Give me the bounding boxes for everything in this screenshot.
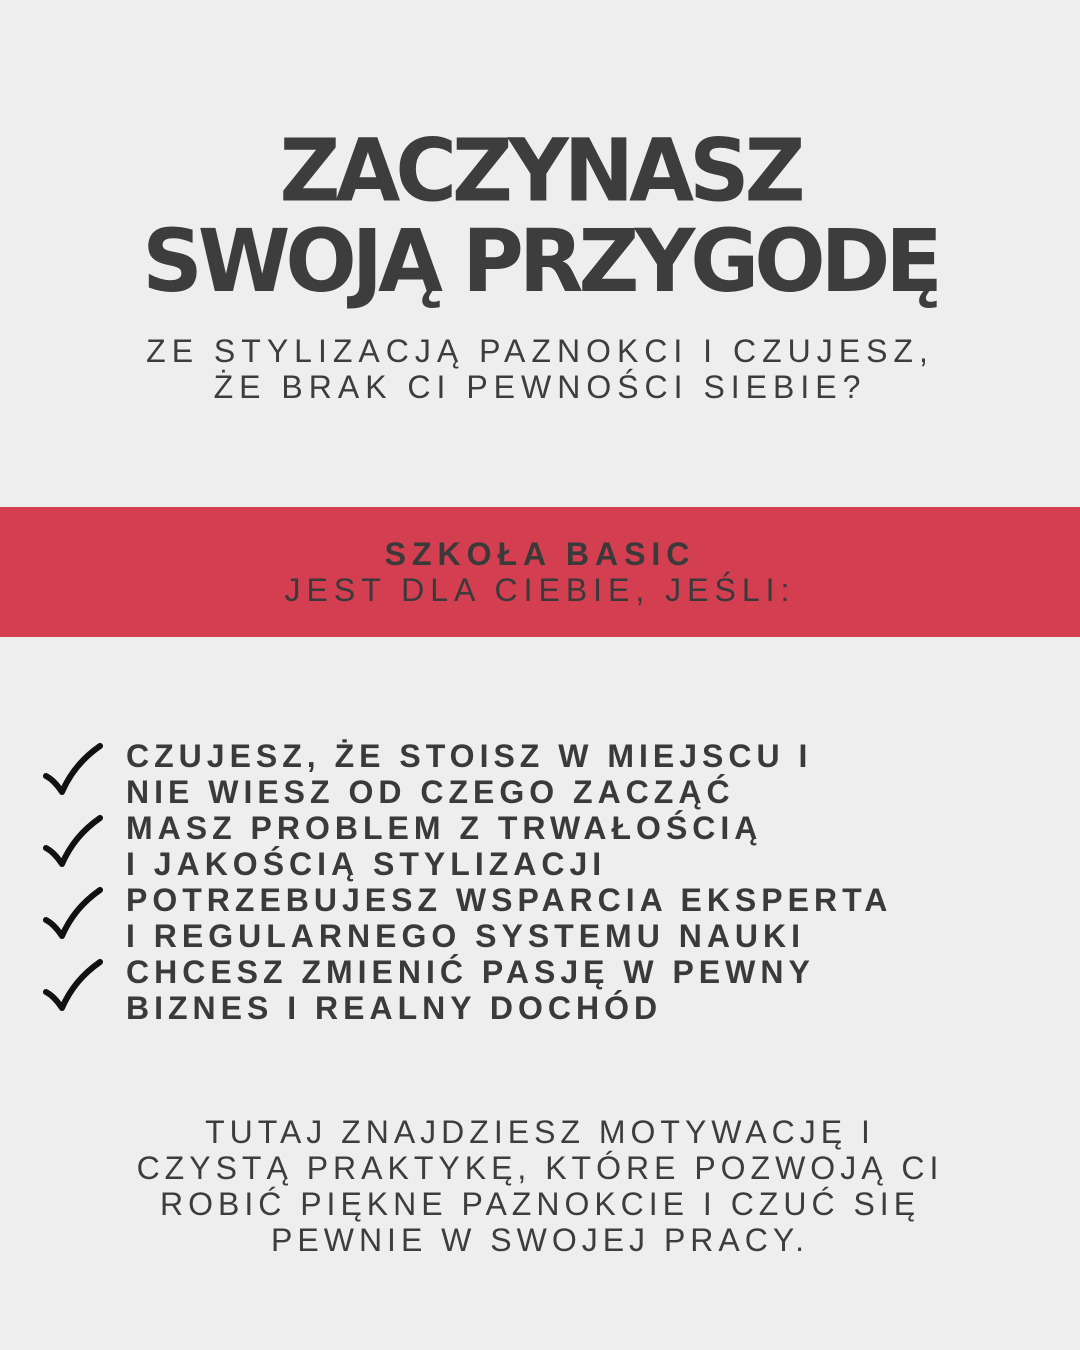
checklist-item <box>40 954 1060 1026</box>
checkmark-icon <box>40 958 104 1018</box>
checklist-item-text <box>126 954 815 1026</box>
checkmark-icon <box>40 886 104 946</box>
checklist-item-text <box>126 738 812 810</box>
checklist <box>40 738 1060 1026</box>
checklist-item-line-2: NIE WIESZ OD CZEGO ZACZĄĆ <box>126 774 735 810</box>
checklist-item <box>40 738 1060 810</box>
banner-title: SZKOŁA BASIC <box>384 536 696 572</box>
checklist-item <box>40 810 1060 882</box>
footer-line-4: PEWNIE W SWOJEJ PRACY. <box>271 1222 809 1258</box>
checklist-item-text <box>126 810 762 882</box>
subtitle-line-2: ŻE BRAK CI PEWNOŚCI SIEBIE? <box>213 369 867 405</box>
checklist-item-line-2: I REGULARNEGO SYSTEMU NAUKI <box>126 918 806 954</box>
checkmark-icon <box>40 814 104 874</box>
footer-line-1: TUTAJ ZNAJDZIESZ MOTYWACJĘ I <box>205 1114 875 1150</box>
checklist-item-line-1: POTRZEBUJESZ WSPARCIA EKSPERTA <box>126 882 893 918</box>
footer-text <box>0 1114 1080 1258</box>
headline-line-2: SWOJĄ PRZYGODĘ <box>142 210 938 312</box>
footer-line-2: CZYSTĄ PRAKTYKĘ, KTÓRE POZWOJĄ CI <box>136 1150 944 1186</box>
checklist-item-line-2: I JAKOŚCIĄ STYLIZACJI <box>126 846 607 882</box>
footer-line-3: ROBIĆ PIĘKNE PAZNOKCIE I CZUĆ SIĘ <box>159 1186 921 1222</box>
subtitle <box>0 333 1080 405</box>
subtitle-line-1: ZE STYLIZACJĄ PAZNOKCI I CZUJESZ, <box>146 333 934 369</box>
checklist-item-line-1: CHCESZ ZMIENIĆ PASJĘ W PEWNY <box>126 954 815 990</box>
checklist-item-line-2: BIZNES I REALNY DOCHÓD <box>126 990 663 1026</box>
checkmark-icon <box>40 742 104 802</box>
headline <box>0 120 1080 312</box>
checklist-item <box>40 882 1060 954</box>
checklist-item-text <box>126 882 892 954</box>
banner-subtitle: JEST DLA CIEBIE, JEŚLI: <box>284 572 796 608</box>
checklist-item-line-1: CZUJESZ, ŻE STOISZ W MIEJSCU I <box>126 738 813 774</box>
checklist-item-line-1: MASZ PROBLEM Z TRWAŁOŚCIĄ <box>126 810 763 846</box>
headline-line-1: ZACZYNASZ <box>279 120 801 222</box>
